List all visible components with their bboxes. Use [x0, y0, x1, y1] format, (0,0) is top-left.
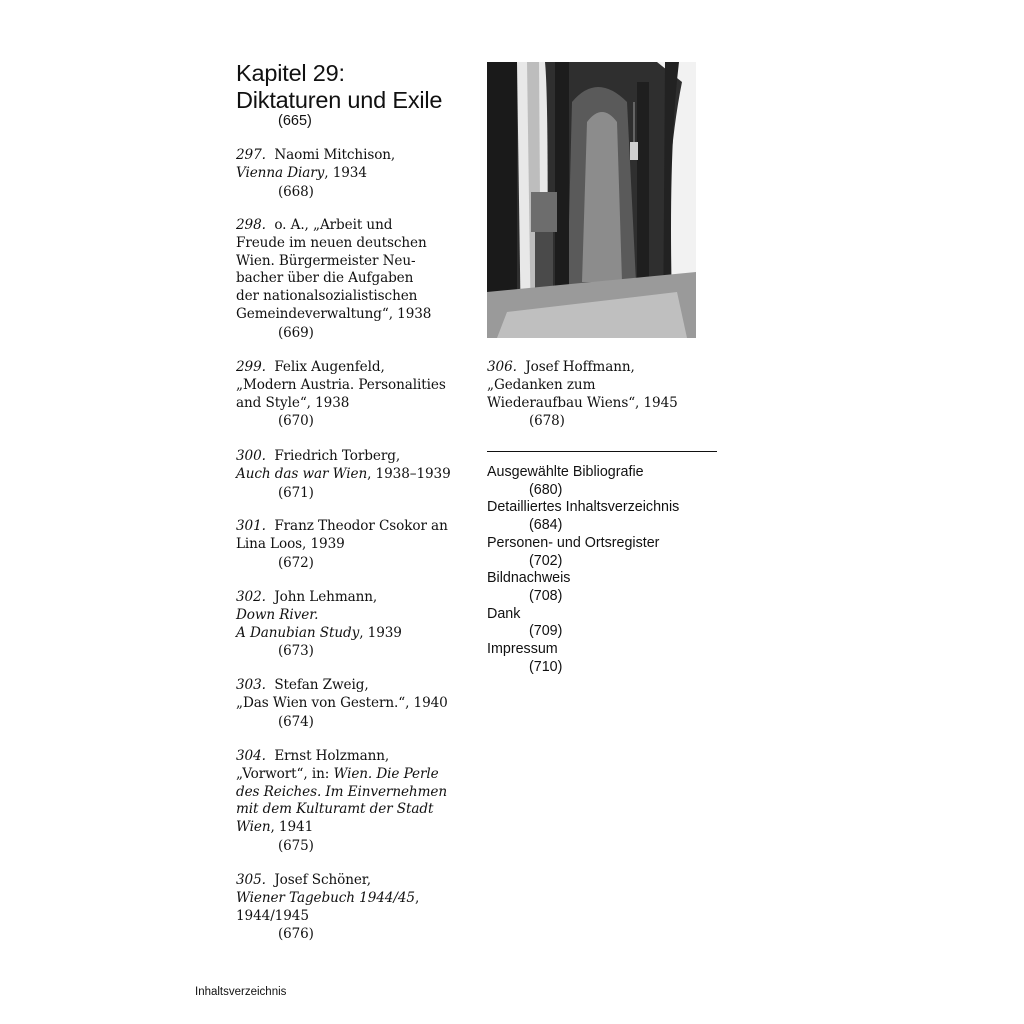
- entry-number: 304.: [236, 748, 266, 764]
- entry-page-number: (669): [278, 324, 314, 341]
- entry-298: [236, 217, 476, 342]
- chapter-title: [236, 60, 476, 114]
- entry-page-number: (674): [278, 713, 314, 730]
- entry-number: 297.: [236, 147, 266, 163]
- entry-number: 301.: [236, 518, 266, 534]
- entry-page-number: (670): [278, 413, 314, 430]
- entry-number: 300.: [236, 448, 266, 464]
- backmatter-item-page: (708): [529, 587, 563, 604]
- left-column: [236, 60, 476, 943]
- entry-page-number: (676): [278, 926, 314, 943]
- entry-305: [236, 872, 476, 943]
- entry-text: o. A., „Arbeit und Freude im neuen deutschen Wien. Bürgermeister Neu- bacher über die Aufgaben der nationalsozialistischen Gemeindeverwaltung“, 1938: [236, 217, 432, 322]
- entry-text: Franz Theodor Csokor an Lina Loos, 1939: [236, 518, 448, 552]
- backmatter-item-label: Personen- und Ortsregister: [487, 534, 660, 551]
- backmatter-item-page: (702): [529, 552, 563, 569]
- entry-page-number: (671): [278, 484, 314, 501]
- backmatter-item-label: Impressum: [487, 641, 558, 658]
- backmatter-item-page: (680): [529, 481, 563, 498]
- entry-301: [236, 518, 476, 572]
- divider-rule: [487, 451, 717, 452]
- backmatter-item-page: (709): [529, 623, 563, 640]
- entry-text: Ernst Holzmann, „Vorwort“, in: Wien. Die Perle des Reiches. Im Einvernehmen mit dem Kulturamt der Stadt Wien, 1941: [236, 748, 447, 836]
- entry-number: 299.: [236, 359, 266, 375]
- backmatter-item-label: Bildnachweis: [487, 570, 571, 587]
- entry-text: Josef Schöner, Wiener Tagebuch 1944/45, 1944/1945: [236, 872, 420, 924]
- backmatter-item-label: Ausgewählte Bibliografie: [487, 464, 644, 480]
- entry-page-number: (678): [529, 413, 565, 430]
- church-interior-photo: [487, 62, 696, 338]
- chapter-page-number: (665): [278, 113, 312, 129]
- entry-306: [487, 359, 719, 430]
- entry-299: [236, 359, 476, 430]
- entry-text: Felix Augenfeld, „Modern Austria. Personalities and Style“, 1938: [236, 359, 446, 411]
- entry-number: 302.: [236, 589, 266, 605]
- entry-page-number: (673): [278, 643, 314, 660]
- entry-300: [236, 448, 476, 502]
- entry-number: 303.: [236, 677, 266, 693]
- entry-text: John Lehmann, Down River. A Danubian Study, 1939: [236, 589, 402, 641]
- entry-number: 306.: [487, 359, 517, 375]
- backmatter-item-label: Detailliertes Inhaltsverzeichnis: [487, 499, 680, 516]
- entry-304: [236, 748, 476, 855]
- entry-page-number: (668): [278, 183, 314, 200]
- entry-text: Josef Hoffmann, „Gedanken zum Wiederaufbau Wiens“, 1945: [487, 359, 678, 411]
- entry-text: Naomi Mitchison, Vienna Diary, 1934: [236, 147, 396, 181]
- entry-text: Friedrich Torberg, Auch das war Wien, 1938–1939: [236, 448, 451, 482]
- backmatter-item-page: (710): [529, 658, 563, 675]
- entry-303: [236, 677, 476, 731]
- running-footer: Inhaltsverzeichnis: [195, 986, 287, 998]
- backmatter-item-page: (684): [529, 517, 563, 534]
- entry-page-number: (675): [278, 837, 314, 854]
- backmatter-item-label: Dank: [487, 605, 521, 622]
- backmatter-list: [487, 464, 719, 676]
- entry-page-number: (672): [278, 554, 314, 571]
- entry-302: [236, 589, 476, 660]
- entry-number: 305.: [236, 872, 266, 888]
- chapter-title-line2: Diktaturen und Exile: [236, 87, 443, 113]
- entry-297: [236, 147, 476, 201]
- entry-text: Stefan Zweig, „Das Wien von Gestern.“, 1940: [236, 677, 448, 711]
- chapter-title-line1: Kapitel 29:: [236, 60, 345, 86]
- entry-number: 298.: [236, 217, 266, 233]
